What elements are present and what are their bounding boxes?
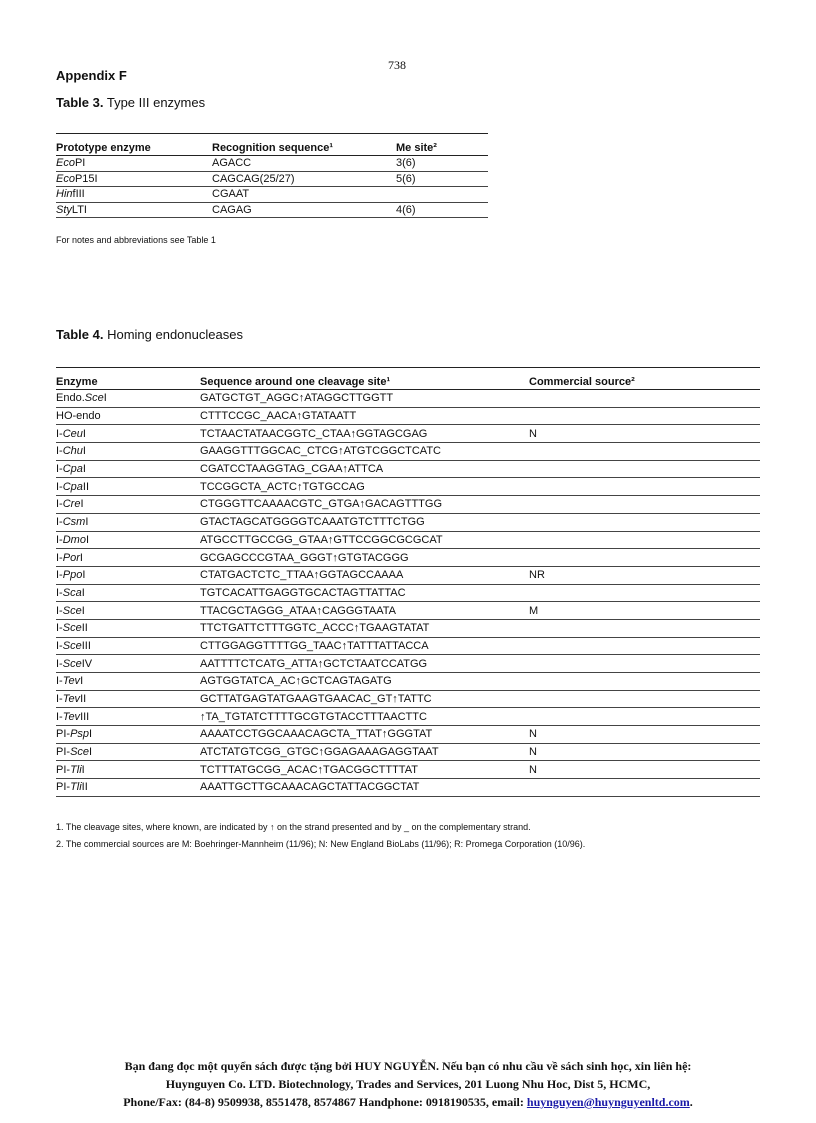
enzyme-suffix: III	[81, 639, 91, 652]
enzyme-suffix: IV	[81, 657, 93, 670]
me-site-cell: 4(6)	[396, 202, 488, 218]
table4-header-sequence: Sequence around one cleavage site¹	[200, 368, 529, 390]
table3-label: Table 3.	[56, 95, 104, 110]
enzyme-suffix: I	[85, 533, 90, 546]
enzyme-suffix: fIII	[72, 188, 85, 201]
enzyme-name	[56, 708, 200, 726]
enzyme-suffix: II	[81, 781, 88, 794]
source-cell: N	[529, 761, 760, 779]
enzyme-suffix: II	[81, 622, 88, 635]
table3	[56, 133, 488, 218]
source-cell: NR	[529, 566, 760, 584]
source-cell	[529, 460, 760, 478]
enzyme-name: Por	[62, 551, 80, 564]
enzyme-name: Sce	[84, 392, 104, 405]
sequence-cell: TCTTTATGCGG_ACAC↑TGACGGCTTTTAT	[200, 761, 529, 779]
enzyme-name	[56, 478, 200, 496]
enzyme-name: Cpa	[62, 463, 83, 476]
source-cell	[529, 584, 760, 602]
enzyme-prefix: I-	[56, 463, 63, 476]
sequence-cell: TCCGGCTA_ACTC↑TGTGCCAG	[200, 478, 529, 496]
source-cell	[529, 619, 760, 637]
enzyme-suffix: I	[81, 763, 85, 776]
enzyme-name	[56, 619, 200, 637]
enzyme-name	[56, 202, 212, 218]
sequence-cell: CAGCAG(25/27)	[212, 171, 396, 187]
enzyme-name: Ppo	[62, 569, 83, 582]
table-row	[56, 779, 760, 797]
enzyme-name: Tev	[62, 675, 81, 688]
table3-caption	[56, 95, 205, 110]
enzyme-prefix: HO-endo	[56, 410, 101, 423]
table-row	[56, 390, 760, 408]
source-cell	[529, 390, 760, 408]
table4-note-2: 2. The commercial sources are M: Boehringer-Mannheim (11/96); N: New England BioLabs (11/96); R: Promega Corporation (10/96).	[56, 839, 586, 849]
table-row	[56, 566, 760, 584]
sequence-cell: TCTAACTATAACGGTC_CTAA↑GGTAGCGAG	[200, 425, 529, 443]
enzyme-name	[56, 156, 212, 172]
sequence-cell: AGTGGTATCA_AC↑GCTCAGTAGATG	[200, 673, 529, 691]
enzyme-suffix: II	[82, 480, 90, 493]
sequence-cell: CTTTCCGC_AACA↑GTATAATT	[200, 407, 529, 425]
table-row	[56, 513, 760, 531]
enzyme-name	[56, 531, 200, 549]
table4	[56, 367, 760, 797]
me-site-cell: 5(6)	[396, 171, 488, 187]
table3-header-me-site: Me site²	[396, 134, 488, 156]
sequence-cell: GCTTATGAGTATGAAGTGAACAC_GT↑TATTC	[200, 690, 529, 708]
sequence-cell: ↑TA_TGTATCTTTTGCGTGTACCTTTAACTTC	[200, 708, 529, 726]
sequence-cell: ATGCCTTGCCGG_GTAA↑GTTCCGGCGCGCAT	[200, 531, 529, 549]
enzyme-name: Tli	[70, 781, 82, 794]
table3-header-enzyme: Prototype enzyme	[56, 134, 212, 156]
sequence-cell: AAATTGCTTGCAAACAGCTATTACGGCTAT	[200, 779, 529, 797]
source-cell	[529, 708, 760, 726]
enzyme-prefix: I-	[56, 604, 63, 617]
sequence-cell: CGATCCTAAGGTAG_CGAA↑ATTCA	[200, 460, 529, 478]
enzyme-name	[56, 690, 200, 708]
sequence-cell: CAGAG	[212, 202, 396, 218]
table-row	[56, 619, 760, 637]
source-cell	[529, 690, 760, 708]
enzyme-name: Sce	[70, 746, 90, 759]
enzyme-name: Dmo	[62, 533, 86, 546]
enzyme-prefix: PI-	[56, 728, 71, 741]
footer-contact: Phone/Fax: (84-8) 9509938, 8551478, 8574867 Handphone: 0918190535, email:	[123, 1095, 524, 1109]
enzyme-name	[56, 187, 212, 203]
table-row	[56, 425, 760, 443]
me-site-cell: 3(6)	[396, 156, 488, 172]
table-row	[56, 549, 760, 567]
table-row	[56, 602, 760, 620]
enzyme-prefix: I-	[56, 569, 63, 582]
enzyme-suffix: P15I	[74, 172, 98, 185]
footer-line-3	[0, 1094, 816, 1110]
enzyme-name	[56, 655, 200, 673]
table4-title: Homing endonucleases	[107, 327, 243, 342]
source-cell	[529, 407, 760, 425]
enzyme-name	[56, 171, 212, 187]
enzyme-prefix: I-	[56, 498, 63, 511]
table-row	[56, 478, 760, 496]
table-row	[56, 156, 488, 172]
enzyme-name	[56, 549, 200, 567]
sequence-cell: GATGCTGT_AGGC↑ATAGGCTTGGTT	[200, 390, 529, 408]
sequence-cell: TGTCACATTGAGGTGCACTAGTTATTAC	[200, 584, 529, 602]
table-row	[56, 655, 760, 673]
sequence-cell: GTACTAGCATGGGGTCAAATGTCTTTCTGG	[200, 513, 529, 531]
sequence-cell: CTTGGAGGTTTTGG_TAAC↑TATTTATTACCA	[200, 637, 529, 655]
sequence-cell: CTATGACTCTC_TTAA↑GGTAGCCAAAA	[200, 566, 529, 584]
enzyme-prefix: I-	[56, 516, 63, 529]
table-row	[56, 171, 488, 187]
enzyme-name: Eco	[56, 157, 75, 170]
enzyme-suffix: I	[81, 586, 85, 599]
table3-title: Type III enzymes	[106, 95, 206, 110]
enzyme-name	[56, 779, 200, 797]
table4-note-1: 1. The cleavage sites, where known, are indicated by ↑ on the strand presented and by _ on the complementary strand.	[56, 822, 531, 832]
table4-header-row	[56, 368, 760, 390]
enzyme-prefix: I-	[56, 533, 63, 546]
enzyme-name	[56, 673, 200, 691]
enzyme-name	[56, 513, 200, 531]
source-cell: M	[529, 602, 760, 620]
table4-label: Table 4.	[56, 327, 104, 342]
footer-period: .	[689, 1095, 693, 1109]
enzyme-prefix: I-	[56, 586, 63, 599]
sequence-cell: GCGAGCCCGTAA_GGGT↑GTGTACGGG	[200, 549, 529, 567]
table-row	[56, 673, 760, 691]
source-cell	[529, 549, 760, 567]
table-row	[56, 460, 760, 478]
sequence-cell: TTACGCTAGGG_ATAA↑CAGGGTAATA	[200, 602, 529, 620]
enzyme-prefix: I-	[56, 551, 63, 564]
enzyme-name	[56, 602, 200, 620]
enzyme-suffix: I	[82, 445, 86, 458]
enzyme-name: Ceu	[62, 427, 83, 440]
footer-line-1: Bạn đang đọc một quyển sách được tặng bởi HUY NGUYỄN. Nếu bạn có nhu cầu về sách sinh học, xin liên hệ:	[124, 1059, 692, 1073]
enzyme-name: Csm	[62, 516, 86, 529]
sequence-cell: CTGGGTTCAAAACGTC_GTGA↑GACAGTTTGG	[200, 496, 529, 514]
enzyme-name	[56, 460, 200, 478]
source-cell	[529, 531, 760, 549]
source-cell	[529, 496, 760, 514]
enzyme-name: Psp	[70, 728, 90, 741]
enzyme-prefix: I-	[56, 622, 63, 635]
enzyme-name: Sty	[56, 204, 72, 217]
page-number: 738	[388, 58, 406, 72]
enzyme-prefix: I-	[56, 675, 63, 688]
sequence-cell: ATCTATGTCGG_GTGC↑GGAGAAAGAGGTAAT	[200, 743, 529, 761]
enzyme-name: Sca	[62, 586, 82, 599]
enzyme-prefix: I-	[56, 639, 63, 652]
source-cell	[529, 637, 760, 655]
source-cell	[529, 478, 760, 496]
source-cell	[529, 779, 760, 797]
table4-header-enzyme: Enzyme	[56, 368, 200, 390]
table4-caption	[56, 327, 243, 342]
enzyme-suffix: I	[89, 746, 93, 759]
table-row	[56, 584, 760, 602]
source-cell: N	[529, 425, 760, 443]
me-site-cell	[396, 187, 488, 203]
table-row	[56, 202, 488, 218]
table-row	[56, 690, 760, 708]
sequence-cell: TTCTGATTCTTTGGTC_ACCC↑TGAAGTATAT	[200, 619, 529, 637]
sequence-cell: GAAGGTTTGGCAC_CTCG↑ATGTCGGCTCATC	[200, 443, 529, 461]
enzyme-suffix: I	[103, 392, 107, 405]
table-row	[56, 496, 760, 514]
table-row	[56, 761, 760, 779]
enzyme-prefix: I-	[56, 693, 63, 706]
source-cell	[529, 655, 760, 673]
enzyme-name: Sce	[62, 639, 82, 652]
source-cell: N	[529, 726, 760, 744]
enzyme-suffix: II	[80, 693, 87, 706]
enzyme-name: Sce	[62, 657, 82, 670]
enzyme-name: Sce	[62, 622, 82, 635]
table-row	[56, 443, 760, 461]
table-row	[56, 637, 760, 655]
sequence-cell: AGACC	[212, 156, 396, 172]
enzyme-prefix: I-	[56, 427, 63, 440]
enzyme-name	[56, 743, 200, 761]
enzyme-name	[56, 726, 200, 744]
enzyme-prefix: I-	[56, 445, 63, 458]
table-row	[56, 407, 760, 425]
table3-header-row	[56, 134, 488, 156]
enzyme-name	[56, 566, 200, 584]
enzyme-suffix: I	[80, 498, 84, 511]
footer-line-2: Huynguyen Co. LTD. Biotechnology, Trades and Services, 201 Luong Nhu Hoc, Dist 5, HCMC,	[165, 1077, 651, 1091]
table3-note: For notes and abbreviations see Table 1	[56, 235, 216, 245]
sequence-cell: CGAAT	[212, 187, 396, 203]
table-row	[56, 726, 760, 744]
enzyme-suffix: I	[79, 551, 83, 564]
enzyme-name	[56, 407, 200, 425]
enzyme-suffix: I	[80, 675, 84, 688]
enzyme-suffix: I	[82, 569, 86, 582]
table-row	[56, 531, 760, 549]
enzyme-name	[56, 443, 200, 461]
sequence-cell: AATTTTCTCATG_ATTA↑GCTCTAATCCATGG	[200, 655, 529, 673]
source-cell	[529, 443, 760, 461]
enzyme-name	[56, 390, 200, 408]
enzyme-prefix: PI-	[56, 781, 71, 794]
enzyme-prefix: PI-	[56, 763, 71, 776]
enzyme-name	[56, 425, 200, 443]
enzyme-name	[56, 637, 200, 655]
enzyme-prefix: I-	[56, 657, 63, 670]
source-cell	[529, 513, 760, 531]
enzyme-prefix: PI-	[56, 746, 71, 759]
source-cell	[529, 673, 760, 691]
enzyme-name: Cre	[62, 498, 81, 511]
sequence-cell: AAAATCCTGGCAAACAGCTA_TTAT↑GGGTAT	[200, 726, 529, 744]
enzyme-name	[56, 584, 200, 602]
table4-header-source: Commercial source²	[529, 368, 760, 390]
enzyme-name	[56, 761, 200, 779]
enzyme-name: Tev	[62, 710, 81, 723]
enzyme-suffix: LTI	[71, 204, 87, 217]
enzyme-prefix: I-	[56, 710, 63, 723]
enzyme-prefix: I-	[56, 480, 63, 493]
enzyme-suffix: I	[89, 728, 93, 741]
table-row	[56, 187, 488, 203]
enzyme-name: Hin	[56, 188, 73, 201]
enzyme-name: Chu	[62, 445, 83, 458]
table-row	[56, 708, 760, 726]
enzyme-name: Sce	[62, 604, 82, 617]
enzyme-name	[56, 496, 200, 514]
enzyme-name: Cpa	[62, 480, 83, 493]
enzyme-prefix: Endo.	[56, 392, 85, 405]
enzyme-name: Tli	[70, 763, 82, 776]
enzyme-suffix: PI	[74, 157, 86, 170]
source-cell: N	[529, 743, 760, 761]
table3-header-sequence: Recognition sequence¹	[212, 134, 396, 156]
enzyme-name: Eco	[56, 172, 75, 185]
enzyme-suffix: III	[80, 710, 90, 723]
enzyme-suffix: I	[81, 604, 85, 617]
enzyme-suffix: I	[82, 463, 86, 476]
table-row	[56, 743, 760, 761]
appendix-title: Appendix F	[56, 68, 127, 83]
footer-email-link[interactable]: huynguyen@huynguyenltd.com	[526, 1095, 690, 1109]
enzyme-name: Tev	[62, 693, 81, 706]
enzyme-suffix: I	[82, 427, 86, 440]
enzyme-suffix: I	[85, 516, 89, 529]
